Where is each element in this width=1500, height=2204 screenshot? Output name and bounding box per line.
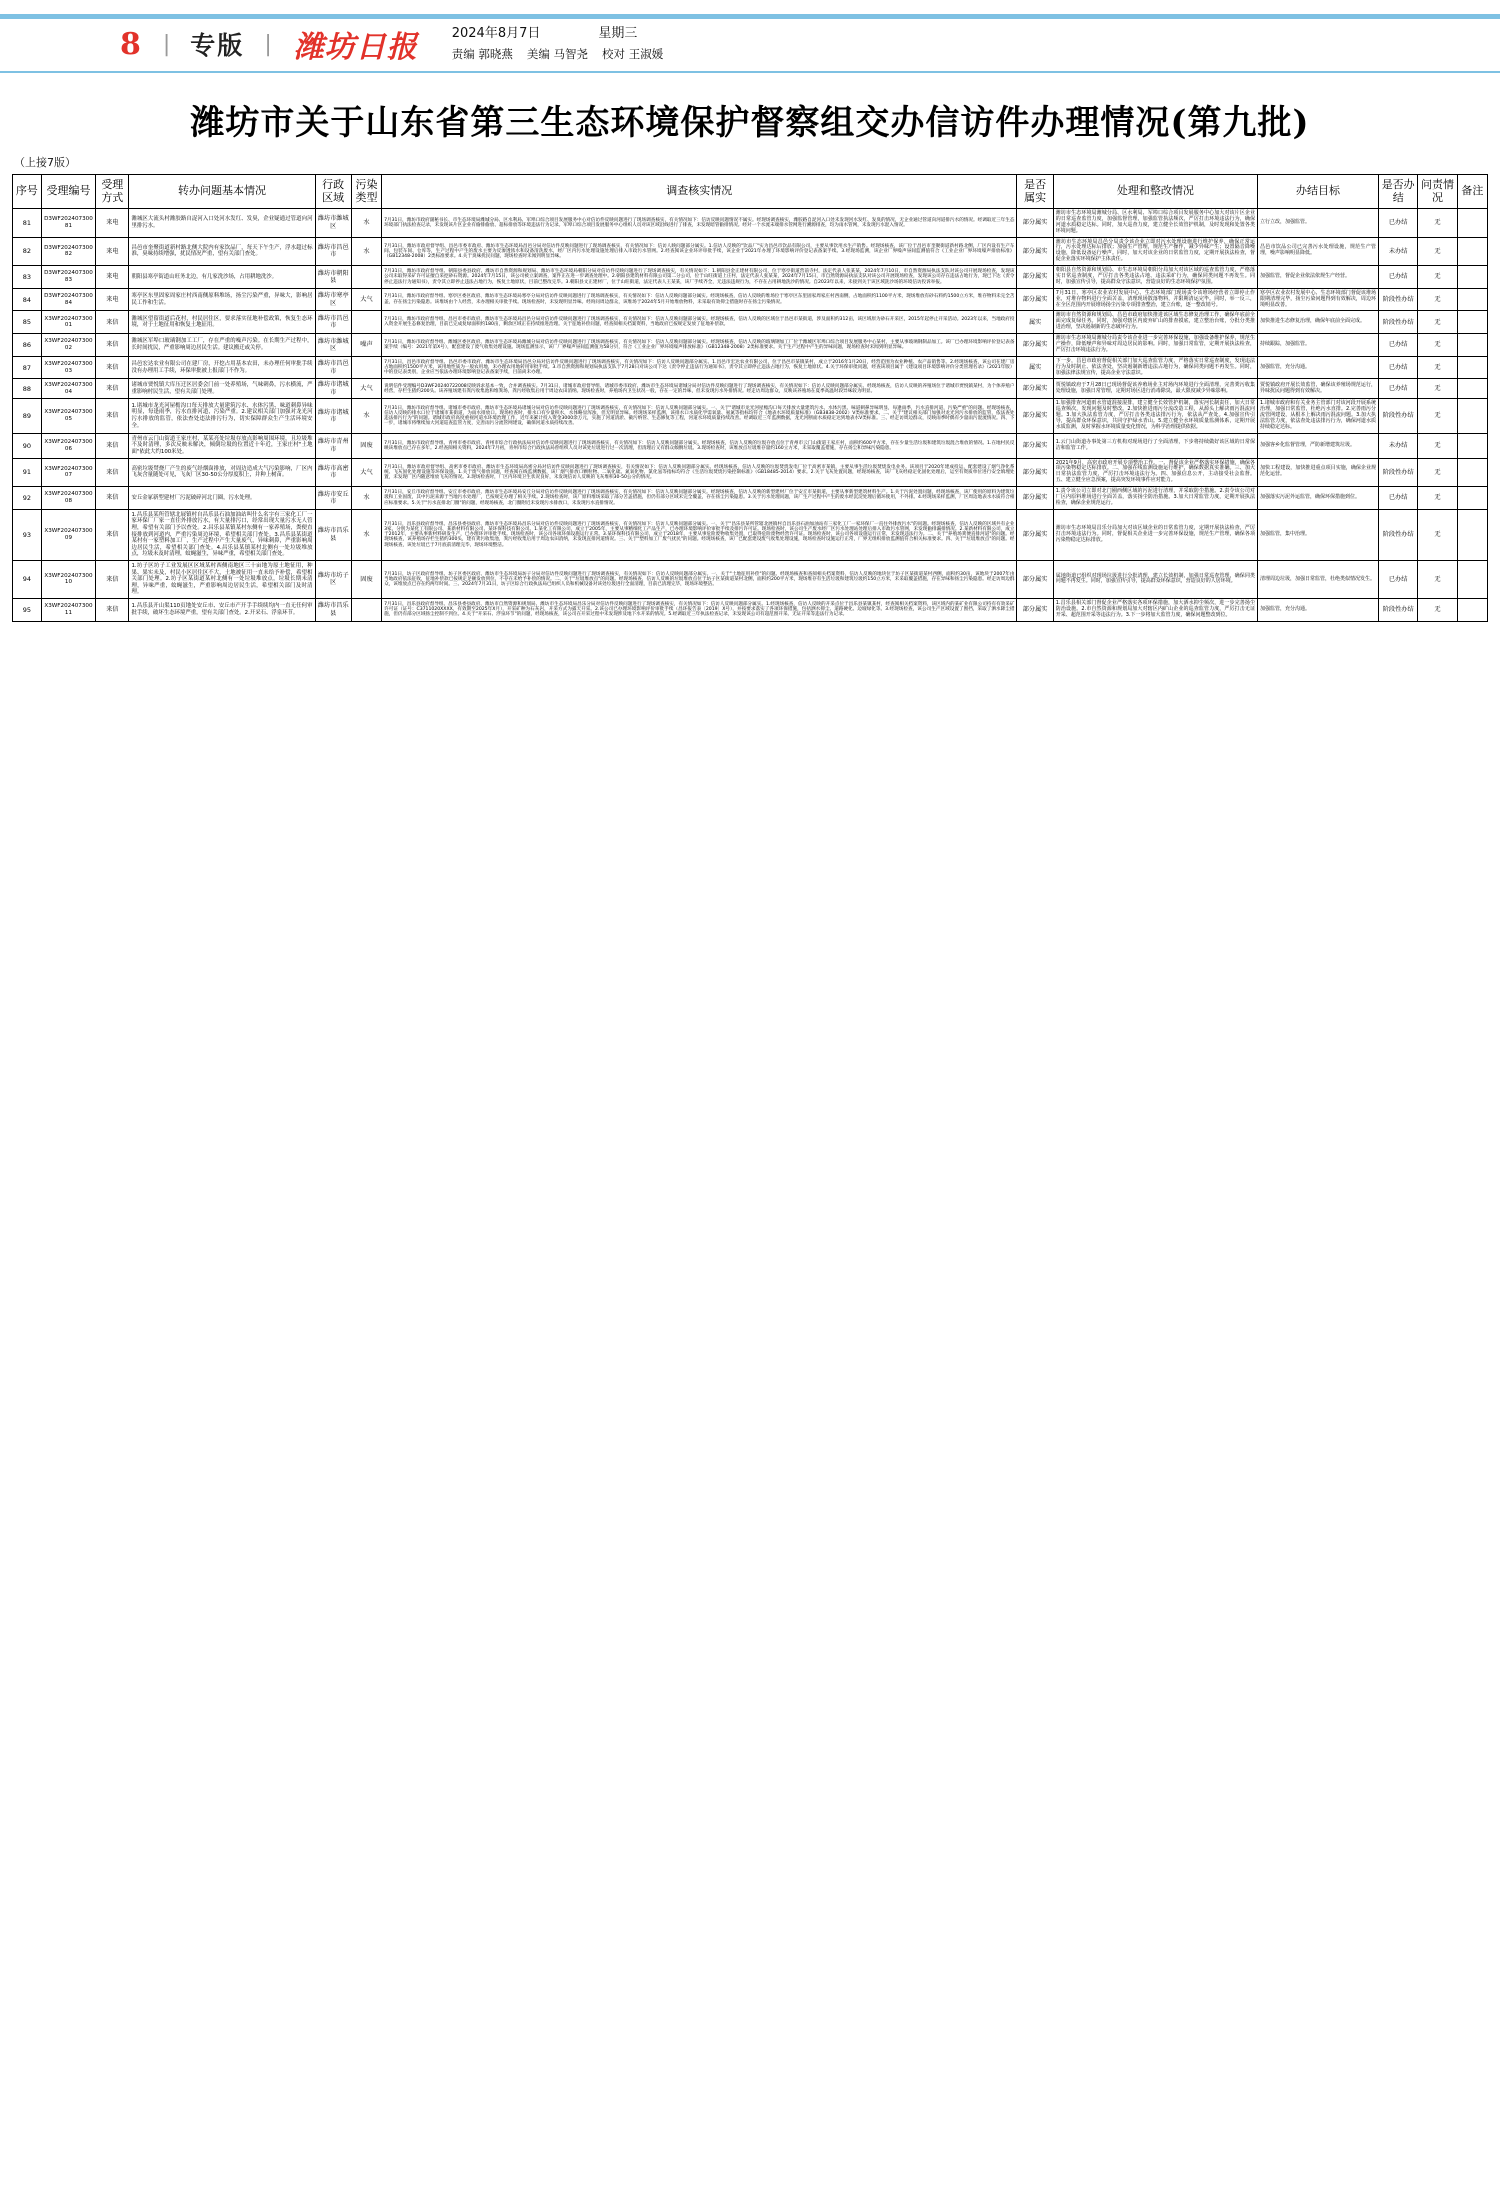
cell-is-done: 已办结 [1379,560,1418,598]
cell-is-true: 部分属实 [1017,237,1053,266]
cell-remark [1457,399,1487,433]
cell-pollution-type: 水 [351,487,381,510]
table-row [13,356,1488,379]
cell-no: 87 [13,356,42,379]
cell-responsibility: 无 [1418,311,1457,334]
cell-description: 朝阳县寒亭街道山旺务北边，有几家洗沙场，占用耕地洗沙。 [129,266,315,289]
cell-code: X3WF20240730009 [41,509,95,560]
cell-handling: 潍坊市生态环境局潍城分局、区水利局、军埠口综合项目发展服务中心加大对该片区企业的日常巡查监管力度，加强监督管理，加强监管执法频次，严厉打击环境违法行为，确保河道水质稳定达标。同时，加大巡查力度，建立健全长效管护机制，及时发现和处置各类环境问题。 [1053,209,1257,238]
table-body [13,209,1488,622]
cell-description: 1.诸城市龙光河屋檐沟口每天排放大量建筑污水、水体污黑、味道刺鼻异味明显，每逢雨季，污水直排河道，污染严重。2.建议相关部门加强对龙光河污水排放的监管，依法查处违法排污行为，切实保障群众生产生活环境安全。 [129,399,315,433]
cell-remark [1457,379,1487,399]
table-row [13,379,1488,399]
cell-pollution-type: 水 [351,509,381,560]
cell-handling: 潍坊市生态环境局昌乐分局加大对该区域企业的日常监管力度，定期开展执法检查，严厉打击环境违法行为。同时，督促相关企业进一步完善环保设施，规范生产管理，确保各项污染物稳定达标排放。 [1053,509,1257,560]
cell-no: 86 [13,334,42,357]
th-responsibility: 问责情况 [1418,175,1457,209]
cell-goal: 加强落实污泥外运监管，确保环保措施到位。 [1258,487,1379,510]
cell-investigation: 7月31日，潍坊市政府副秘书长、市生态环境局潍城分局、区水利局、军埠口综合项目发展服务中心对信访件反映问题进行了现场调查核实，有关情况如下：信访反映问题情况不属实。经现场调查核实，潍胶路自浞河入口处未发现河水发红、发臭的情况，无企业通过管道向河道排污水的情况。经调取近三年生态环境部门执法检查记录，未发现该片区企业有偷排偷放、超标排放等环境违法行为记录。军埠口综合项目发展服务中心组织人员对该区域沿线进行了排查，未发现暗管偷排情况。经对一个水流末端排水管网进行溯源排查，均为雨水管网，未发现污水混入情况。 [382,209,1017,238]
cell-investigation: 7月31日，安丘市政府督导组、安丘市委市政府、潍坊市生态环境局安丘分局对信访件反映问题进行了现场调查核实，有关情况如下：信访人反映问题部分属实。经现场核查，信访人反映的新型建材厂位于安丘市某街道，主要从事新型建筑材料生产。1.关于污泥处置问题，经现场核查，该厂使用的原料为建筑垃圾和工业固废，其中污泥来源于当地污水处理厂，已按规定办理了相关手续。2.现场检查时，该厂原料堆场采取了部分苫盖措施，但仍有部分区域未完全覆盖，存在扬尘污染隐患。3.关于污水处理问题，该厂生产过程中产生的废水经沉淀处理后循环使用，不外排。4.经现场采样监测，厂区周边地表水水质符合相应标准要求。5.关于"污水直排北门圈"的问题，经现场核查，北门圈附近未发现污水排放口，未发现污水直排情况。 [382,487,1017,510]
cell-remark [1457,560,1487,598]
cell-handling: 潍坊市生态环境局昌邑分局责令该企业立即对污水处理设施进行维护保养，确保正常运行，污水处理达标后排放；加强生产管理，规范生产操作，减少异味产生；设置隔音降噪设施，降低设备运行噪声。同时，加大对该企业的日常监管力度，定期开展执法检查，督促企业落实环境保护主体责任。 [1053,237,1257,266]
cell-description: 潍城区望留街道后花村，村民居住区，要求落实征地补偿政策，恢复生态环境，对于土地征用和恢复土地征用。 [129,311,315,334]
table-header-row [13,175,1488,209]
cell-is-true: 部分属实 [1017,288,1053,311]
cell-pollution-type: 大气 [351,379,381,399]
th-is-done: 是否办结 [1379,175,1418,209]
cell-handling: 潍坊市自然资源和规划局、昌邑市政府加快推进该区域生态修复治理工作，确保年底前全面完成复绿任务。同时，加强对辖区内废弃矿山的排查摸底，建立整治台账，分批分类推进治理，坚决遏制新的生态破坏行为。 [1053,311,1257,334]
cell-region: 潍坊市昌邑市 [315,356,351,379]
cell-remark [1457,288,1487,311]
cell-is-done: 未办结 [1379,433,1418,458]
th-remark: 备注 [1457,175,1487,209]
cell-pollution-type: 固废 [351,560,381,598]
cell-region: 潍坊市昌乐县 [315,509,351,560]
cell-no: 94 [13,560,42,598]
cell-no: 88 [13,379,42,399]
th-description: 转办问题基本情况 [129,175,315,209]
cell-way: 来电 [96,209,129,238]
cell-goal: 清理周边垃圾，加强日常监管，杜绝类似情况发生。 [1258,560,1379,598]
cell-goal: 加快推进生态修复治理，确保年底前全面完成。 [1258,311,1379,334]
cell-pollution-type: 水 [351,399,381,433]
cell-code: D3WF20240730082 [41,237,95,266]
cell-code: X3WF20240730007 [41,458,95,487]
cell-goal: 贾悦镇政府开展长效监管，确保该养殖场规范运行，异味扰民问题得到有效解决。 [1258,379,1379,399]
cell-is-done: 已办结 [1379,379,1418,399]
cell-responsibility: 无 [1418,334,1457,357]
cell-description: 1.昌乐县某所管辖北展镇村自昌乐县石油加油站叫什么名字有三家化工厂一家环保厂厂家一直往外排放污水，有大量排污口，经常出现大量污水无人管理，希望有关部门予以查处。2.昌乐县某镇某村东侧有一家养殖场，粪便直接排放到河道内，严重污染周边环境，希望相关部门查处。3.昌乐县某街道某村有一家塑料加工厂，生产过程中产生大量废气，异味刺鼻，严重影响周边居民生活，希望相关部门查处。4.昌乐县某镇某村北侧有一处垃圾堆放点，垃圾未及时清理，蚊蝇滋生，异味严重，希望相关部门查处。 [129,509,315,560]
cell-way: 来信 [96,399,129,433]
cell-way: 来信 [96,458,129,487]
cell-responsibility: 无 [1418,266,1457,289]
th-pollution-type: 污染类型 [351,175,381,209]
cell-region: 潍坊市昌乐县 [315,598,351,621]
credit-proofreader: 校对 王淑媛 [602,47,664,62]
cell-remark [1457,598,1487,621]
cell-goal: 加快工程建设，加快推进重点项目实施，确保企业规范化运营。 [1258,458,1379,487]
cell-way: 来信 [96,334,129,357]
cell-is-true: 属实 [1017,356,1053,379]
cell-pollution-type: 大气 [351,288,381,311]
cell-is-true: 部分属实 [1017,266,1053,289]
cell-responsibility: 无 [1418,598,1457,621]
cell-description: 青州市云门山街道王家庄村，某某亮处垃圾存放点影响周围环境，且垃圾堆不及时清理，多次反映未解决，倾倒垃圾的位置近十年近，王家庄村"土地面"依此大约100米处。 [129,433,315,458]
page-number: 8 [120,26,141,62]
cell-responsibility: 无 [1418,458,1457,487]
cell-goal: 加强客乡化监督管理，严防新增建筑垃圾。 [1258,433,1379,458]
th-code: 受理编号 [41,175,95,209]
cell-remark [1457,487,1487,510]
cell-investigation: 7月31日，潍坊市政府督导组、寒亭区委区政府、潍坊市生态环境局寒亭分局对信访件反映问题进行了现场调查核实，有关情况如下：信访人反映问题部分属实。经现场核查，信访人反映的堆场位于寒亭区东里固家周家庄村西南侧，占地面积约1100平方米，现场堆放有砂石料约1500立方米，堆存物料未完全苫盖，存在扬尘污染隐患。该堆场由个人经营，未办理相关审批手续。现场检查时，未发现明显异味。经询问周边群众，该堆场于2024年5月开始堆放物料，未采取有效抑尘措施时存在扬尘污染情况。 [382,288,1017,311]
table-row [13,334,1488,357]
cell-region: 潍坊市昌邑市 [315,237,351,266]
cell-investigation: 7月31日，潍坊市政府督导组、潍城区委区政府、潍坊市生态环境局潍城分局对信访件反映问题进行了现场调查核实，有关情况如下：信访人反映问题部分属实。经现场核查，信访人反映的玻璃钢加工厂位于潍城区军埠口综合项目发展服务中心某村，主要从事玻璃钢制品加工。该厂已办理环境影响评价登记表备案手续（编号：2021年第X号），配套建设了废气收集处理设施。现场监测显示，该厂厂界噪声昼间监测值为58分贝，符合《工业企业厂界环境噪声排放标准》（GB12348-2008）2类标准要求。关于生产过程中产生的异味问题，现场检查时未闻到明显异味。 [382,334,1017,357]
cell-remark [1457,356,1487,379]
cell-description: 1.昌乐县开山渠110页地处安丘市、安丘市产开手手续续均内一直无任何审批手续，破坏生态环境严重，望有关部门查处。2.开采石、浮泉环节。 [129,598,315,621]
table-row [13,288,1488,311]
masthead-bottom-rule [0,71,1500,73]
cell-goal: 1.诸城市政府和有关业务主管部门对该河段开展系统治理，加强日常监管，杜绝污水直排。2.完善雨污分流管网建设，从根本上解决雨污混流问题。3.加大执法监管力度，依法查处违法排污行为，确保河道水质持续稳定达标。 [1258,399,1379,433]
cell-is-true: 部分属实 [1017,560,1053,598]
cell-description: 昌邑市奎聚街道新村路北侧大院内有家饮品厂，每天下午生产，浮水超过标准，臭味持续增强，扰民情况严重，望有关部门查处。 [129,237,315,266]
cell-is-done: 阶段性办结 [1379,288,1418,311]
cell-investigation: 7月31日，潍坊市政府督导组、昌邑市委市政府、潍坊市生态环境局昌邑分局对信访件反映问题进行了现场调查核实，有关情况如下：信访人映问题部分属实。1.信访人反映的"饮品厂"实为昌邑市饮品有限公司，主要从事饮用水生产销售。经现场核查，该厂位于昌邑市奎聚街道新村路北侧，厂区内设有生产车间、包装车间、仓库等，生产过程中产生的废水主要为反渗透浓水和设备清洗废水，经厂区内污水处理设施处理后排入市政污水管网。2.经查阅该企业环评审批手续，该企业于2021年办理了环境影响评价登记表备案手续。3.经现场监测，该企业厂界噪声昼间监测值符合《工业企业厂界环境噪声排放标准》（GB12348-2008）2类标准要求。4.关于臭味扰民问题，现场检查时未闻到明显异味。 [382,237,1017,266]
cell-no: 91 [13,458,42,487]
cell-responsibility: 无 [1418,356,1457,379]
complaints-table [12,174,1488,622]
cell-is-done: 阶段性办结 [1379,458,1418,487]
cell-is-true: 部分属实 [1017,209,1053,238]
cell-investigation: 7月31日，坊子区政府督导组、坊子区委区政府、潍坊市生态环境局坊子分局对信访件反映问题进行了现场调查核实，有关情况如下：信访人反映问题部分属实。一、关于"土地征用补偿"的问题。经现场核查和查阅相关档案资料，信访人反映的地块位于坊子区某街道某村西侧，面积约30亩，该地块于2007年由当地政府依法征收，征地补偿款已按规定足额发放到位，不存在未给予补偿的情况。二、关于"垃圾堆放点"的问题。经现场核查，信访人反映的垃圾堆放点位于坊子区某街道某村北侧，面积约200平方米，现场堆存有生活垃圾和建筑垃圾约150立方米，未采取覆盖措施，存在异味和扬尘污染隐患。经走访周边群众，该堆放点已存在约两年时间。三、2024年7月31日，坊子区综合行政执法局已组织人员和机械设备对该处垃圾进行全面清理，目前已清理完毕，现场环境整洁。 [382,560,1017,598]
cell-code: D3WF20240730084 [41,288,95,311]
cell-investigation: 7月31日，潍坊市政府督导组、昌邑市委市政府、潍坊市生态环境局昌邑分局对信访件反映问题进行了现场调查核实，有关情况如下：信访人反映问题部分属实。经现场核查，信访人反映的区域位于昌邑市某街道，涉及面积约312亩，该区域原为砂石开采区，2015年起停止开采活动。2023年以来，当地政府投入资金开展生态修复治理，目前已完成复绿面积约180亩，剩余区域正在持续推进治理。关于征地补偿问题，经查阅相关档案资料，当地政府已按规定发放了征地补偿款。 [382,311,1017,334]
cell-handling: 7月31日，寒亭区农业农村发展中心、生态环境部门现场责令该堆场经营者立即停止作业，对堆存物料进行全面苫盖，清理现场散落物料，并限期清运完毕。同时，举一反三，在全区范围内开展堆场扬尘污染专项排查整治，建立台账，逐一整改销号。 [1053,288,1257,311]
cell-is-true: 部分属实 [1017,399,1053,433]
cell-responsibility: 无 [1418,399,1457,433]
cell-remark [1457,311,1487,334]
cell-description: 诸城市贾悦镇大库压迁区居委会门前一处养殖场，气味刺鼻，污水横流，严重影响村民生活，望有关部门处理。 [129,379,315,399]
cell-responsibility: 无 [1418,237,1457,266]
cell-remark [1457,458,1487,487]
cell-way: 来电 [96,266,129,289]
table-row [13,311,1488,334]
cell-pollution-type: 水 [351,237,381,266]
credit-designer: 美编 马智尧 [526,47,589,62]
cell-pollution-type: 固废 [351,433,381,458]
cell-no: 81 [13,209,42,238]
cell-code: X3WF20240730003 [41,356,95,379]
cell-handling: 属地街道已组织对现场垃圾进行分批清理，建立长效机制，加强日常巡查管理，确保同类问题不再发生。同时，加强宣传引导，提高群众环保意识，营造良好的人居环境。 [1053,560,1257,598]
cell-code: X3WF20240730010 [41,560,95,598]
newspaper-page [0,14,1500,2204]
cell-investigation: 7月31日，昌乐县政府督导组、昌乐县委县政府、潍坊市生态环境局昌乐分局对信访件反映问题进行了现场调查核实，有关情况如下：信访人反映问题部分属实。一、关于"昌乐县某所管辖北展镇村自昌乐县石油加油站有三家化工厂一家环保厂一直往外排放污水"的问题。经现场核查，信访人反映的区域共有企业3家，分别为某化工有限公司、某新材料有限公司、某环保科技有限公司。1.某化工有限公司，成立于2005年，主要从事精细化工产品生产，已办理环境影响评价审批手续及排污许可证。现场检查时，该公司生产废水经厂区污水处理站处理后排入市政污水管网，未发现偷排漏排情况。2.某新材料有限公司，成立于2012年，主要从事新材料研发生产，已办理环评审批手续。现场检查时，该公司各项环保设施运行正常。3.某环保科技有限公司，成立于2018年，主要从事危险废物收集处置，已取得危险废物经营许可证。现场检查时，该公司各项设施运行正常，未发现违法行为。二、关于"养殖场粪便直排河道"的问题。经现场核查，该养殖场存栏生猪约300头，建有粪污收集池，粪污经收集后用于周边农田消纳，未发现直排河道情况。三、关于"塑料加工厂废气扰民"的问题。经现场核查，该厂已配套建设废气收集处理设施，现场检查时设施运行正常，厂界无组织排放监测值符合相关标准要求。四、关于"垃圾堆放点"的问题。经现场核查，该处垃圾已于7月底前清理完毕，现场环境整洁。 [382,509,1017,560]
cell-description: 潍城区军埠口玻璃钢加工工厂，存在严重的噪声污染。在长期生产过程中，长时间扰民，严重影响周边居民生活。建议搬迁或关停。 [129,334,315,357]
cell-way: 来信 [96,560,129,598]
masthead-date-row [452,25,663,44]
cell-remark [1457,509,1487,560]
cell-region: 潍坊市诸城市 [315,379,351,399]
cell-way: 来电 [96,288,129,311]
table-row [13,266,1488,289]
cell-region: 潍坊市青州市 [315,433,351,458]
cell-region: 潍坊市昌邑市 [315,311,351,334]
cell-pollution-type: 大气 [351,458,381,487]
cell-responsibility: 无 [1418,209,1457,238]
table-row [13,433,1488,458]
cell-pollution-type [351,598,381,621]
cell-way: 来信 [96,311,129,334]
cell-investigation: 7月31日，昌乐县政府督导组、昌乐县委县政府、潍坊市自然资源和规划局、潍坊市生态环境局昌乐分局对信访件反映问题进行了现场调查核实，有关情况如下：信访人反映问题部分属实。1.经现场核查，信访人反映的开采点位于昌乐县某镇某村，经查阅相关档案资料，该区域内的某矿业有限公司持有有效采矿许可证（证号：C3711020XXXX，有效期至2025年X月），开采矿种为石灰岩，开采方式为露天开采。2.该公司已办理环境影响评价审批手续（昌环报告表〔2019〕X号），并按要求落实了各项环保措施，包括洒水抑尘、道路硬化、边坡绿化等。3.经现场检查，该公司生产区域设置了围挡，采取了洒水降尘措施，但仍有部分区域扬尘控制不到位。4.关于"开采石、浮泉环节"的问题，经现场核查，该公司在开采过程中未发现涉及地下水开采的情况。5.经调取近三年执法检查记录，未发现该公司有超范围开采、无证开采等违法行为记录。 [382,598,1017,621]
cell-goal: 加强监管，充分沟通。 [1258,356,1379,379]
table-row [13,458,1488,487]
cell-region: 潍坊市寒亭区 [315,288,351,311]
table-row [13,560,1488,598]
cell-handling: 1.责令该公司立即对北门圈西侧区域的污泥进行清理，并采取防尘措施。2.责令该公司对厂区内原料堆场进行全面苫盖，落实扬尘防治措施。3.加大日常监管力度，定期开展执法检查，确保企业规范运行。 [1053,487,1257,510]
cell-is-done: 已办结 [1379,487,1418,510]
cell-no: 84 [13,288,42,311]
masthead [0,19,1500,71]
masthead-credits [452,46,663,63]
cell-way: 来信 [96,509,129,560]
cell-investigation: 7月31日，潍坊市政府督导组、诸城市委市政府、潍坊市生态环境局诸城分局对信访件反映问题进行了现场调查核实，有关情况如下：信访人反映问题部分属实。一、关于"诸城市龙光河屋檐沟口每天排放大量建筑污水、水体污黑、味道刺鼻异味明显，每逢雨季，污水直排河道，污染严重"的问题。经现场核查，信访人反映的排水口位于诸城市某街道，为雨水排放口。现场检查时，排水口有少量积水，水体略显浑浊，但无明显异味。经现场采样监测，该排水口水质化学需氧量、氨氮等指标均符合《地表水环境质量标准》（GB3838-2002）V类标准要求。二、关于"建议相关部门加强对龙光河污水排放的监管，依法查处违法排污行为"的问题。诸城市政府高度重视河道水环境治理工作，近年来累计投入资金3000余万元，实施了河道清淤、截污纳管、生态修复等工程，河道水环境质量持续改善。经调取近三年监测数据，龙光河断面水质稳定达到地表水V类标准。三、经走访周边群众，反映雨季时偶有少量雨污混流情况。四、下一步，诸城市将继续加大河道巡查监管力度，完善雨污分流管网建设，确保河道水质持续改善。 [382,399,1017,433]
cell-description: 高密垃圾焚烧厂产生的废气经烟囱排放，对周边造成大气污染影响，厂区内飞灰含量随处可见，飞灰厂区30-50公分厚度积上，并种上树苗。 [129,458,315,487]
cell-region: 潍坊市坊子区 [315,560,351,598]
cell-is-true: 部分属实 [1017,458,1053,487]
cell-region: 潍坊市高密市 [315,458,351,487]
cell-goal: 加强监管，集中治理。 [1258,509,1379,560]
cell-code: X3WF20240730004 [41,379,95,399]
th-goal: 办结目标 [1258,175,1379,209]
cell-responsibility: 无 [1418,433,1457,458]
cell-is-done: 未办结 [1379,237,1418,266]
cell-pollution-type [351,266,381,289]
cell-is-done: 阶段性办结 [1379,598,1418,621]
cell-code: X3WF20240730008 [41,487,95,510]
cell-handling: 贾悦镇政府于7月28日已现场督促该养殖场业主对场内环境进行全面清理，完善粪污收集处理设施，加强日常管理，定期对场区进行消毒除臭，最大限度减少异味影响。 [1053,379,1257,399]
cell-way: 来信 [96,598,129,621]
cell-goal: 加强监管，督促企业依法依规生产经营。 [1258,266,1379,289]
masthead-separator-2: | [264,31,272,57]
cell-description: 安丘金冢新型建材厂污泥破碎河北门圈，污水处理。 [129,487,315,510]
cell-way: 来电 [96,237,129,266]
cell-is-done: 阶段性办结 [1379,509,1418,560]
cell-goal: 立行立改，加强监管。 [1258,209,1379,238]
cell-code: X3WF20240730006 [41,433,95,458]
cell-description: 1.坊子区坊子工业发展区区域某村西侧南地区三十亩地为原土地征用，种果、果实未及，村民小区居住区不大，土地被征用一直未给予补偿，希望相关部门处理。2.坊子区某街道某村北侧有一处垃圾堆放点，垃圾长期未清理，异味严重，蚊蝇滋生，严重影响周边居民生活，希望相关部门及时清理。 [129,560,315,598]
cell-remark [1457,433,1487,458]
th-investigation: 调查核实情况 [382,175,1017,209]
cell-code: X3WF20240730005 [41,399,95,433]
cell-code: D3WF20240730081 [41,209,95,238]
cell-remark [1457,266,1487,289]
table-row [13,237,1488,266]
cell-no: 89 [13,399,42,433]
cell-no: 85 [13,311,42,334]
cell-responsibility: 无 [1418,487,1457,510]
cell-way: 来信 [96,356,129,379]
cell-pollution-type [351,311,381,334]
cell-handling: 1.昌乐县相关部门督促企业严格落实各项环保措施，加大洒水抑尘频次，进一步完善扬尘防治设施。2.市自然资源和规划局加大对辖区内矿山企业的巡查监管力度，严厉打击无证开采、超范围开采等违法行为。3.下一步将加大监管力度，确保问题整改到位。 [1053,598,1257,621]
weekday: 星期三 [598,26,638,42]
cell-description: 寒亭区东里固家周家庄村西南侧原料堆场，扬尘污染严重，异味大，影响居民工作和生活。 [129,288,315,311]
cell-code: X3WF20240730002 [41,334,95,357]
cell-handling: 2021年9月，高密市政府开展专项整治工作。一、督促该企业严格落实环保措施，确保各项污染物稳定达标排放。二、加强在线监测设施运行维护，确保数据真实准确。三、加大日常执法监管力度，严厉打击环境违法行为。四、加强信息公开，主动接受社会监督。五、建立健全应急预案，提高突发环境事件应对能力。 [1053,458,1257,487]
cell-handling: 下一步，昌邑市政府督促相关部门加大巡查监管力度，严格落实日常巡查制度，发现违法行为及时制止、依法查处，坚决遏制新增违法占地行为，确保同类问题不再发生。同时，加强法律法规宣传，提高企业守法意识。 [1053,356,1257,379]
cell-is-done: 已办结 [1379,266,1418,289]
publication-date: 2024年8月7日 [451,26,541,42]
table-row [13,399,1488,433]
cell-region: 潍坊市安丘市 [315,487,351,510]
cell-region: 潍坊市诸城市 [315,399,351,433]
cell-region: 潍坊市朝阳县 [315,266,351,289]
th-region: 行政区域 [315,175,351,209]
cell-is-true: 部分属实 [1017,509,1053,560]
cell-handling: 1.云门山街道办事处第三方机构对现场进行了全面清理，下步将持续做好该区域的日常保洁和监管工作。 [1053,433,1257,458]
cell-goal: 持续跟踪，加强监管。 [1258,334,1379,357]
cell-no: 83 [13,266,42,289]
cell-is-done: 已办结 [1379,334,1418,357]
cell-region: 潍坊市潍城区 [315,334,351,357]
cell-is-done: 已办结 [1379,356,1418,379]
cell-code: D3WF20240730083 [41,266,95,289]
page-title: 潍坊市关于山东省第三生态环境保护督察组交办信访件办理情况(第九批) [190,103,1310,143]
th-handling: 处理和整改情况 [1053,175,1257,209]
cell-pollution-type: 噪声 [351,334,381,357]
th-is-true: 是否属实 [1017,175,1053,209]
cell-is-true: 部分属实 [1017,334,1053,357]
cell-goal: 昌邑市饮品公司已完善污水处理设施，规范生产管理，噪声影响明显降低。 [1258,237,1379,266]
credit-editor: 责编 郭晓燕 [451,47,513,62]
cell-region: 潍坊市潍城区 [315,209,351,238]
cell-handling: 1.加强排查河道雨水管道混接混排，建立健全长效管护机制，落实河长制责任，加大日常巡查频次，发现问题及时整改。2.加快推进雨污分流改造工程，从源头上解决雨污混流问题。3.加大执法监管力度，严厉打击各类违法排污行为，依法从严查处。4.加强宣传引导，提高群众环保意识，共同守护绿水青山。5.建立健全水环境质量监测体系，定期开展水质监测，及时掌握水环境质量变化情况，为科学治理提供依据。 [1053,399,1257,433]
cell-investigation: 7月31日，潍坊市政府督导组、高密市委市政府、潍坊市生态环境局高密分局对信访件反映问题进行了现场调查核实，有关情况如下：信访人反映问题部分属实。经现场核查，信访人反映的垃圾焚烧发电厂位于高密市某镇，主要从事生活垃圾焚烧发电业务。该项目于2020年建成投运，配套建设了烟气净化系统、飞灰固化处理设施等环保设施。1.关于废气排放问题，经查阅在线监测数据，该厂烟气排放口颗粒物、二氧化硫、氮氧化物、氯化氢等指标均符合《生活垃圾焚烧污染控制标准》（GB18485-2014）要求。2.关于飞灰处置问题，经现场核查，该厂飞灰经稳定化固化处理后，运至有资质单位进行安全填埋处置，未发现厂区内随意堆放飞灰的情况。3.现场检查时，厂区内环境卫生状况良好，未发现信访人反映的飞灰堆积30-50公分的情况。 [382,458,1017,487]
cell-investigation: 7月31日，昌邑市政府督导组、昌邑市委市政府、潍坊市生态环境局昌邑分局对信访件反映问题进行了现场调查核实，有关情况如下：信访人反映问题部分属实。1.昌邑市宏达农业有限公司，位于昌邑市某镇某村，成立于2016年1月20日，经营范围为农业种植、农产品销售等。2.经现场核查，该公司在建厂房占地面积约1500平方米，该用地性质为一般农用地，未办理农用地转用审批手续。3.市自然资源和规划局执法支队于7月28日对该公司下达《责令停止违法行为通知书》，责令其立即停止违法占地行为，恢复土地原状。4.关于环保审批问题，经查该项目属于《建设项目环境影响评价分类管理名录》（2021年版）中的登记表类别，企业应当依法办理环境影响登记表备案手续，目前尚未办理。 [382,356,1017,379]
cell-investigation: 说明信件受理编号D3WF20240722008反映诉求基本一致，合并调查核实。7月31日，诸城市政府督导组、诸城市委市政府、潍坊市生态环境局诸城分局对信访件反映问题进行了现场调查核实，有关情况如下：信访人反映问题部分属实。经现场核查，信访人反映的养殖场位于诸城市贾悦镇某村，为个体养殖户经营，存栏生猪约200头。该养殖场建有粪污收集池和堆粪场，粪污经收集后用于周边农田消纳。现场检查时，养殖场内卫生状况一般，存在一定的异味，但未发现污水外排情况。经走访周边群众，反映该养殖场在夏季高温时段异味较为明显。 [382,379,1017,399]
table-wrapper [0,174,1500,622]
table-row [13,509,1488,560]
cell-remark [1457,209,1487,238]
cell-responsibility: 无 [1418,288,1457,311]
cell-remark [1457,237,1487,266]
cell-no: 95 [13,598,42,621]
cell-handling: 朝阳县自然资源和规划局、市生态环境局朝阳分局加大对该区域的巡查监管力度，严格落实日常巡查制度，严厉打击各类违法占地、违法采矿行为，确保同类问题不再发生。同时，加强宣传引导，提高群众守法意识，营造良好的生态环境保护氛围。 [1053,266,1257,289]
cell-pollution-type [351,356,381,379]
cell-is-done: 阶段性办结 [1379,311,1418,334]
masthead-meta [452,25,663,63]
paper-nameplate: 潍坊日报 [293,30,418,65]
cell-goal: 加强监管，充分沟通。 [1258,598,1379,621]
th-no: 序号 [13,175,42,209]
cell-is-done: 已办结 [1379,209,1418,238]
cell-way: 来信 [96,379,129,399]
continued-from-note: （上接7版） [14,156,76,169]
cell-is-true: 部分属实 [1017,598,1053,621]
cell-investigation: 7月31日，潍坊市政府督导组、朝阳县委县政府、潍坊市自然资源和规划局、潍坊市生态环境局朝阳分局对信访件反映问题进行了现场调查核实，有关情况如下：1.朝阳县金正建材有限公司，位于寒亭街道营前寺村，法定代表人张某某，2024年7月10日，市自然资源局执法支队对该公司开展现场检查，发现该公司未取得采矿许可证擅自采挖砂石资源。2024年7月15日，该公司被立案调查，案件正在进一步调查处理中。2.朝阳县建筑材料有限公司第二分公司，位于山旺街道上庄村，法定代表人张某某，2024年7月15日，市自然资源局执法支队对该公司开展现场检查，发现该公司存在违法占地行为，现已下达《责令停止违法行为通知书》，责令其立即停止违法占地行为，恢复土地原状，目前已整改完毕。3.朝阳县文正建材厂，位于山旺街道，法定代表人王某某，该厂手续齐全，无违法违规行为，不存在占用耕地洗沙的情况。自2023年以来，未接到关于该区域洗沙场的环境信访投诉举报。 [382,266,1017,289]
table-row [13,598,1488,621]
th-way: 受理方式 [96,175,129,209]
table-row [13,209,1488,238]
cell-no: 92 [13,487,42,510]
cell-is-true: 部分属实 [1017,379,1053,399]
section-name: 专版 [190,31,245,60]
cell-no: 82 [13,237,42,266]
masthead-separator-1: | [162,31,171,57]
cell-investigation: 7月31日，潍坊市政府督导组、青州市委市政府、青州市综合行政执法局对信访件反映问题进行了现场调查核实，有关情况如下：信访人反映问题部分属实。经现场核查，信访人反映的垃圾存放点位于青州市云门山街道王家庄村，面积约600平方米，存在少量生活垃圾和建筑垃圾混合堆放的情况。1.在地村民反映该堆放点已存在多年。2.经查阅相关资料，2024年7月初，青州市综合行政执法局曾组织人员对该处垃圾进行过一次清理，但清理后又有群众倾倒垃圾。3.现场检查时，该堆放点垃圾堆存量约160立方米，未采取覆盖措施，存在扬尘和异味污染隐患。 [382,433,1017,458]
cell-responsibility: 无 [1418,560,1457,598]
cell-description: 昌邑宏达农业有限公司在建厂房，开挖占用基本农田，未办理任何审批手续没有办理用工手续，环保审批被上报部门不作为。 [129,356,315,379]
cell-responsibility: 无 [1418,379,1457,399]
cell-no: 90 [13,433,42,458]
cell-pollution-type: 水 [351,209,381,238]
cell-way: 来信 [96,433,129,458]
cell-remark [1457,334,1487,357]
cell-is-true: 部分属实 [1017,487,1053,510]
cell-is-true: 部分属实 [1017,433,1053,458]
table-row [13,487,1488,510]
cell-handling: 潍坊市生态环境局潍城分局责令该企业进一步完善环保设施，加强设备维护保养，规范生产操作，降低噪声和异味对周边居民的影响。同时，加强日常监管，定期开展执法检查，严厉打击环境违法行为。 [1053,334,1257,357]
cell-is-done: 阶段性办结 [1379,399,1418,433]
cell-no: 93 [13,509,42,560]
cell-responsibility: 无 [1418,509,1457,560]
cell-code: X3WF20240730011 [41,598,95,621]
cell-is-true: 属实 [1017,311,1053,334]
cell-code: X3WF20240730001 [41,311,95,334]
cell-description: 潍城区大流头村潍胶路自浞河入口处河水发红、发臭，企业疑通过管道向河里排污水。 [129,209,315,238]
cell-way: 来信 [96,487,129,510]
cell-goal: 寒亭区农业农村发展中心、生态环境部门督促该堆场限期清理完毕，扬尘污染问题得到有效解决，周边环境明显改善。 [1258,288,1379,311]
